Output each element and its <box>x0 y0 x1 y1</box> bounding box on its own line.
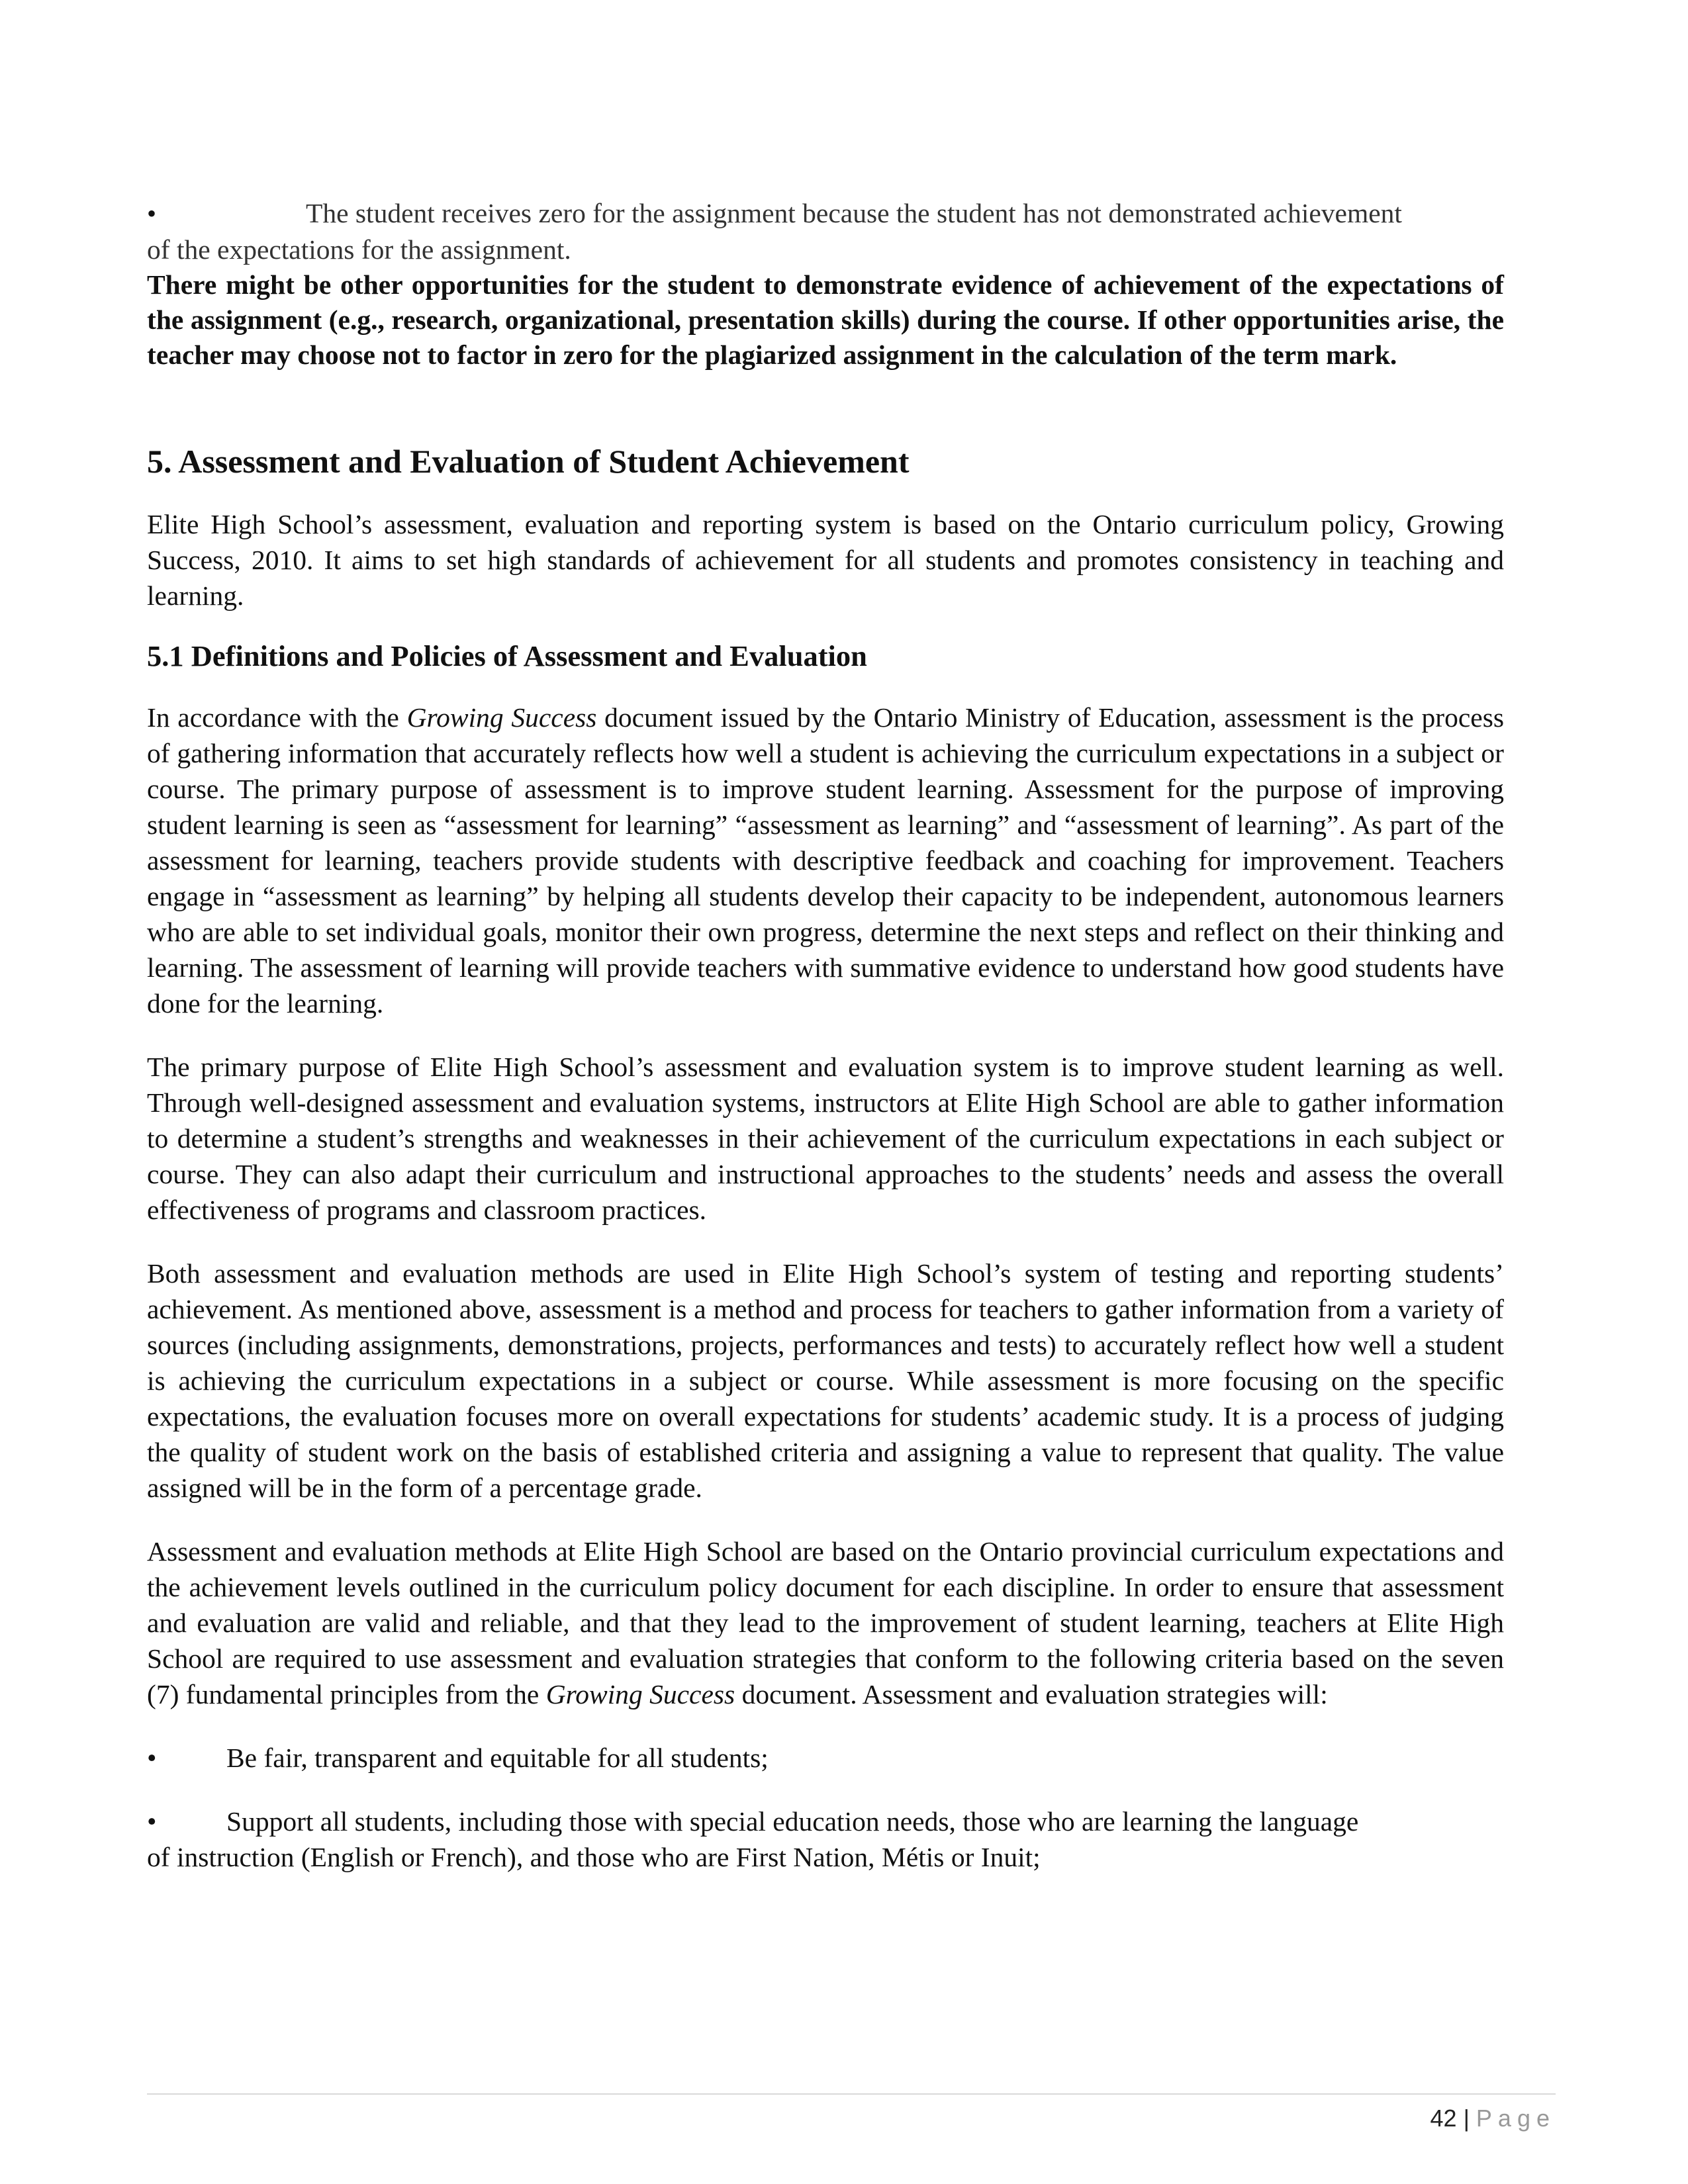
p1-italic: Growing Success <box>406 702 597 733</box>
section-5-intro: Elite High School’s assessment, evaluation and reporting system is based on the Ontario curriculum policy, Growing Success, 2010. It aims to set high standards of achievement for all students and promotes consistency in teaching and learning. <box>147 509 1504 611</box>
paragraph-primary-purpose: The primary purpose of Elite High School’s assessment and evaluation system is to improve student learning as well. Through well-designed assessment and evaluation systems, instructors at Elite High School are able to gather information to determine a student’s strengths and weaknesses in their achievement of the curriculum expectations in each subject or course. They can also adapt their curriculum and instructional approaches to the students’ needs and assess the overall effectiveness of programs and classroom practices. <box>147 1052 1504 1225</box>
bold-note-paragraph: There might be other opportunities for the student to demonstrate evidence of achievement of the expectations of the assignment (e.g., research, organizational, presentation skills) during the course. If other opportunities arise, the teacher may choose not to factor in zero for the plagiarized assignment in the calculation of the term mark. <box>147 269 1504 370</box>
page-number: 42 <box>1430 2105 1457 2132</box>
list-bullet: • <box>147 1743 157 1773</box>
section-5-1-heading: 5.1 Definitions and Policies of Assessment and Evaluation <box>147 639 867 672</box>
list-item <box>147 1803 1504 1875</box>
document-page <box>147 195 1504 1875</box>
footer-separator: | <box>1463 2105 1470 2132</box>
p4-italic: Growing Success <box>545 1679 735 1709</box>
p1-after: document issued by the Ontario Ministry of Education, assessment is the process of gathering information that accurately reflects how well a student is achieving the curriculum expectations in a subject or course. The primary purpose of assessment is to improve student learning. Assessment for the purpose of improving student learning is seen as “assessment for learning” “assessment as learning” and “assessment of learning”. As part of the assessment for learning, teachers provide students with descriptive feedback and coaching for improvement. Teachers engage in “assessment as learning” by helping all students develop their capacity to be independent, autonomous learners who are able to set individual goals, monitor their own progress, determine the next steps and reflect on their thinking and learning. The assessment of learning will provide teachers with summative evidence to understand how good students have done for the learning. <box>147 702 1504 1019</box>
bullet-text-second: of the expectations for the assignment. <box>147 234 571 265</box>
paragraph-growing-success <box>147 700 1504 1021</box>
list-item-text-second: of instruction (English or French), and those who are First Nation, Métis or Inuit; <box>147 1842 1041 1872</box>
bullet-text-first: The student receives zero for the assignment because the student has not demonstrated achievement <box>306 198 1402 228</box>
section-5-heading: 5. Assessment and Evaluation of Student Achievement <box>147 443 910 480</box>
list-item-text: Be fair, transparent and equitable for all students; <box>226 1743 769 1773</box>
paragraph-methods: Both assessment and evaluation methods are used in Elite High School’s system of testing and reporting students’ achievement. As mentioned above, assessment is a method and process for teachers to gather information from a variety of sources (including assignments, demonstrations, projects, performances and tests) to accurately reflect how well a student is achieving the curriculum expectations in a subject or course. While assessment is more focusing on the specific expectations, the evaluation focuses more on overall expectations for students’ academic study. It is a process of judging the quality of student work on the basis of established criteria and assigning a value to represent that quality. The value assigned will be in the form of a percentage grade. <box>147 1258 1504 1503</box>
page-label: Page <box>1476 2105 1556 2132</box>
bullet-item-zero <box>147 195 1504 267</box>
list-item <box>147 1740 1504 1776</box>
footer-divider <box>147 2093 1556 2095</box>
paragraph-criteria <box>147 1533 1504 1712</box>
p4-after: document. Assessment and evaluation strategies will: <box>735 1679 1328 1709</box>
p4-before: Assessment and evaluation methods at Elite High School are based on the Ontario provincial curriculum expectations and the achievement levels outlined in the curriculum policy document for each discipline. In order to ensure that assessment and evaluation are valid and reliable, and that they lead to the improvement of student learning, teachers at Elite High School are required to use assessment and evaluation strategies that conform to the following criteria based on the seven (7) fundamental principles from the <box>147 1536 1504 1709</box>
p1-before: In accordance with the <box>147 702 407 733</box>
page-footer <box>1430 2105 1556 2132</box>
list-item-text-first: Support all students, including those with special education needs, those who are learning the language <box>226 1806 1359 1837</box>
bullet-symbol: • <box>147 199 157 228</box>
list-bullet: • <box>147 1806 157 1837</box>
